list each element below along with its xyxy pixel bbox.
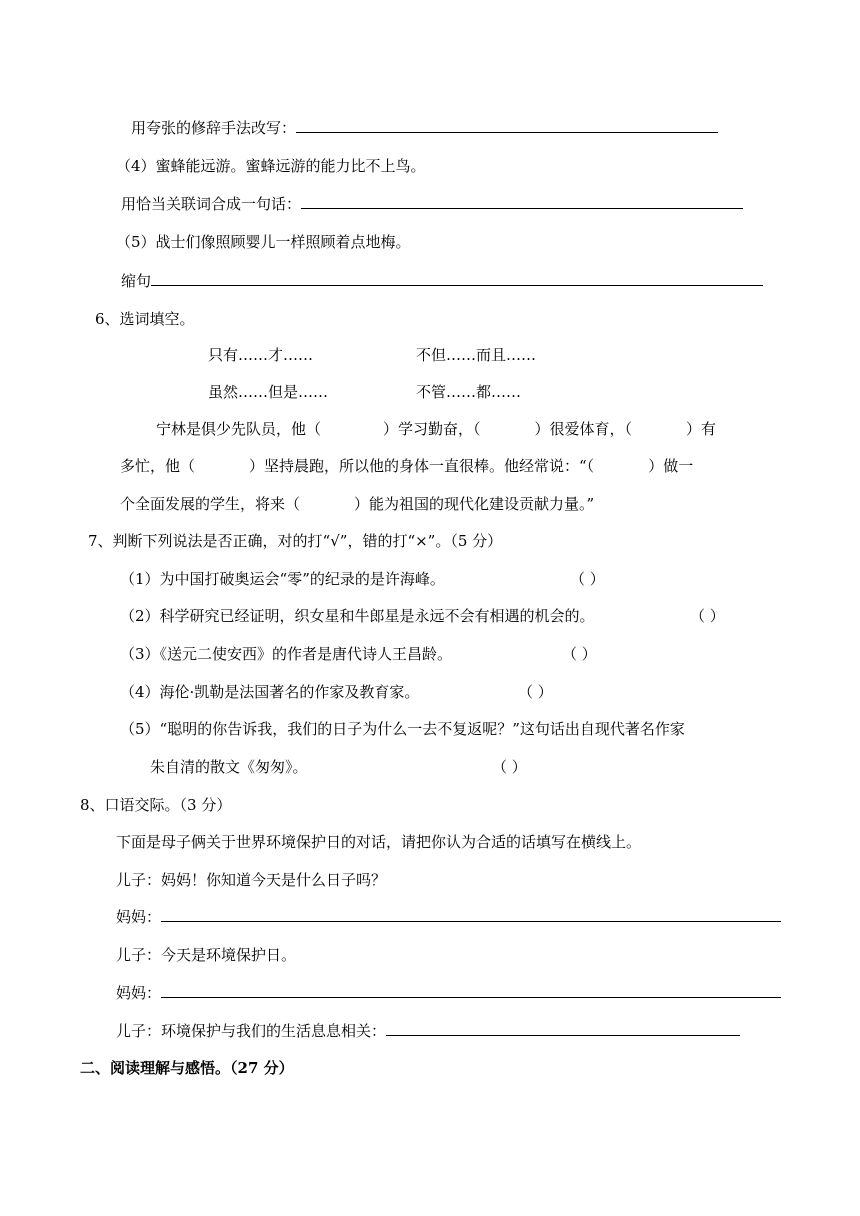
q6-option-1: 只有……才…… (208, 346, 314, 364)
q8-title: 8、口语交际。（3 分） (80, 796, 232, 814)
q7-item-text: （3）《送元二使安西》的作者是唐代诗人王昌龄。 (120, 645, 453, 663)
q6-text: ）做一 (648, 457, 694, 475)
q6-text: 多忙，他（ (120, 457, 196, 475)
q5-item5-prompt: 缩句 (121, 272, 152, 290)
q5-item4-answer-blank[interactable] (301, 194, 743, 209)
q5-item3-prompt: 用夸张的修辞手法改写： (131, 119, 297, 137)
q8-line-2 (116, 907, 781, 927)
q6-paragraph-line-3 (120, 494, 594, 514)
q8-line-4 (116, 983, 781, 1003)
q6-text: ）能为祖国的现代化建设贡献力量。” (354, 495, 595, 513)
q8-answer-blank-1[interactable] (161, 907, 781, 922)
q5-item3-prompt-line (131, 118, 718, 138)
section-2-heading: 二、阅读理解与感悟。（27 分） (80, 1059, 294, 1077)
q8-line-5 (116, 1021, 740, 1041)
q7-item-text: （1）为中国打破奥运会“零”的纪录的是许海峰。 (120, 570, 445, 588)
q6-paragraph-line-1 (156, 419, 716, 439)
speaker-label: 儿子： (116, 946, 162, 964)
q5-item5: （5）战士们像照顾婴儿一样照顾着点地梅。 (116, 233, 411, 251)
q7-item-3-answer[interactable]: （ ） (562, 645, 597, 663)
q6-text: ）坚持晨跑，所以他的身体一直很棒。他经常说：“（ (249, 457, 595, 475)
q7-item-5-cont (150, 757, 308, 777)
q8-intro: 下面是母子俩关于世界环境保护日的对话，请把你认为合适的话填写在横线上。 (116, 833, 642, 851)
q7-title: 7、判断下列说法是否正确，对的打“√”，错的打“×”。（5 分） (88, 532, 503, 550)
q6-text: ）有 (686, 420, 717, 438)
q7-item-1-answer[interactable]: （ ） (570, 570, 605, 588)
q7-item-2 (120, 606, 595, 626)
q5-item5-answer-blank[interactable] (151, 271, 763, 286)
q5-item3-answer-blank[interactable] (296, 118, 718, 133)
q6-text: ）很爱体育，（ (534, 420, 633, 438)
speaker-label: 儿子： (116, 871, 162, 889)
q6-option-3: 虽然……但是…… (208, 383, 329, 401)
q7-item-3 (120, 644, 452, 664)
q7-item-text: （4）海伦·凯勒是法国著名的作家及教育家。 (120, 683, 420, 701)
q7-item-1 (120, 569, 445, 589)
dialogue-text: 妈妈！你知道今天是什么日子吗？ (161, 871, 387, 889)
q8-line-1 (116, 870, 386, 890)
q6-paragraph-line-2 (120, 456, 693, 476)
speaker-label: 妈妈： (116, 984, 162, 1002)
q7-item-5-answer[interactable]: （ ） (492, 758, 527, 776)
q5-item4: （4）蜜蜂能远游。蜜蜂远游的能力比不上鸟。 (116, 157, 426, 175)
q6-text: 个全面发展的学生，将来（ (120, 495, 301, 513)
q5-item4-prompt: 用恰当关联词合成一句话： (121, 195, 302, 213)
q8-line-3 (116, 945, 296, 965)
q5-item4-prompt-line (121, 194, 743, 214)
q6-text: ）学习勤奋，（ (383, 420, 481, 438)
q8-answer-blank-3[interactable] (386, 1021, 740, 1036)
q7-item-4-answer[interactable]: （ ） (518, 683, 553, 701)
q6-option-4: 不管……都…… (416, 383, 522, 401)
dialogue-text: 今天是环境保护日。 (161, 946, 297, 964)
dialogue-text: 环境保护与我们的生活息息相关： (161, 1022, 387, 1040)
q6-title: 6、选词填空。 (95, 310, 195, 328)
q7-item-text: 朱自清的散文《匆匆》。 (150, 758, 308, 776)
q7-item-text: （5）“聪明的你告诉我，我们的日子为什么一去不复返呢？”这句话出自现代著名作家 (120, 720, 685, 738)
q7-item-text: （2）科学研究已经证明，织女星和牛郎星是永远不会有相遇的机会的。 (120, 607, 595, 625)
q5-item5-prompt-line (121, 271, 763, 291)
q8-answer-blank-2[interactable] (161, 983, 781, 998)
speaker-label: 妈妈： (116, 908, 162, 926)
q6-text: 宁林是俱少先队员，他（ (156, 420, 322, 438)
q6-option-2: 不但……而且…… (416, 346, 537, 364)
q7-item-2-answer[interactable]: （ ） (690, 607, 725, 625)
q7-item-5 (120, 719, 685, 739)
q7-item-4 (120, 682, 419, 702)
speaker-label: 儿子： (116, 1022, 162, 1040)
